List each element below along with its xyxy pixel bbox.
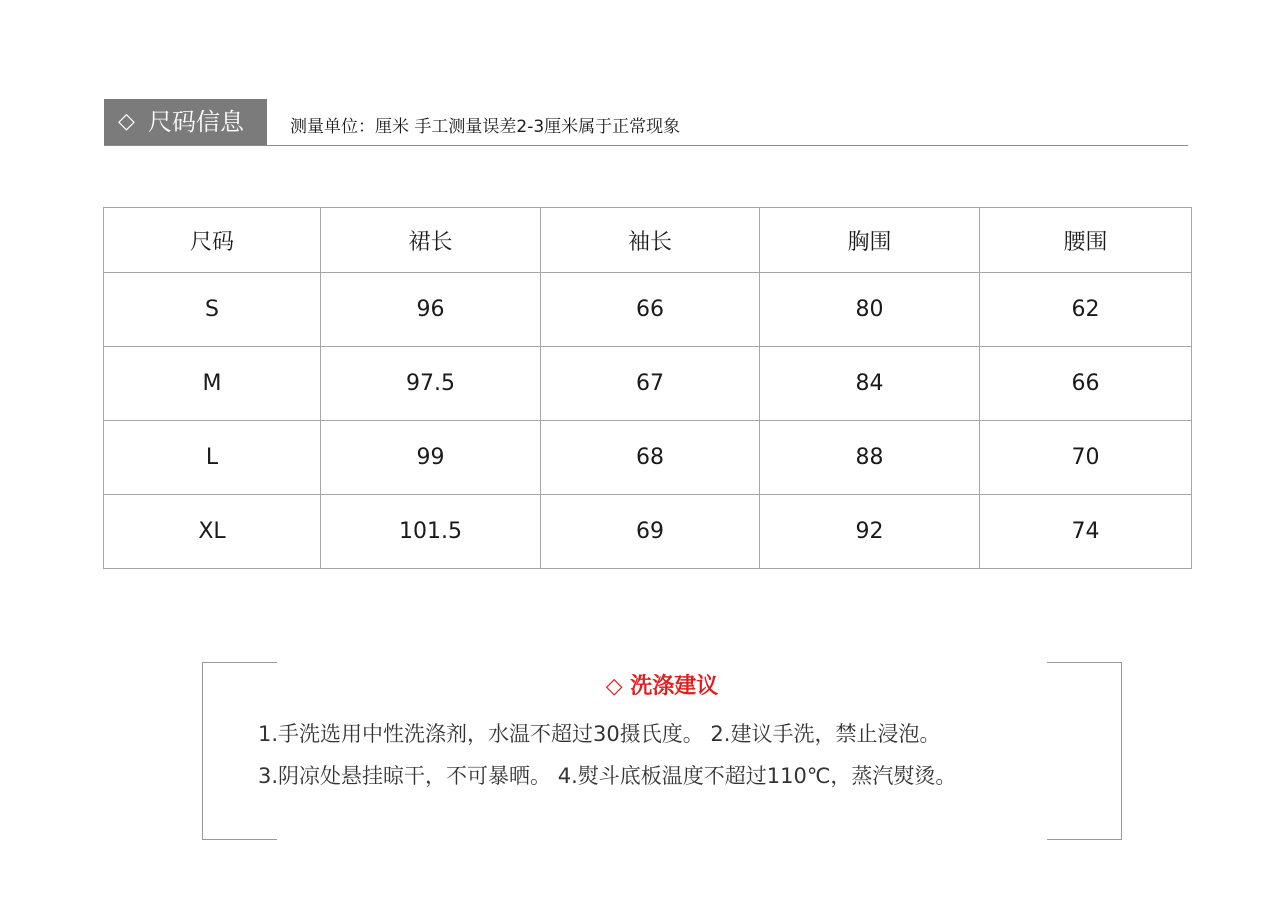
table-row <box>104 495 1192 569</box>
washing-advice-line-1: 1.手洗选用中性洗涤剂，水温不超过30摄氏度。 2.建议手洗，禁止浸泡。 <box>258 722 941 746</box>
bust-cell: 84 <box>760 347 980 421</box>
dress-length-cell: 96 <box>321 273 541 347</box>
washing-advice-line-2: 3.阴凉处悬挂晾干，不可暴晒。 4.熨斗底板温度不超过110℃，蒸汽熨烫。 <box>258 764 957 788</box>
diamond-icon: ◇ <box>118 109 135 134</box>
frame-corner <box>1047 839 1121 840</box>
washing-advice-box <box>202 662 1122 840</box>
bust-cell: 88 <box>760 421 980 495</box>
frame-corner <box>203 839 277 840</box>
size-info-header <box>104 99 1188 146</box>
waist-cell: 62 <box>980 273 1192 347</box>
table-row <box>104 421 1192 495</box>
waist-cell: 70 <box>980 421 1192 495</box>
table-row <box>104 347 1192 421</box>
dress-length-cell: 97.5 <box>321 347 541 421</box>
bust-cell: 80 <box>760 273 980 347</box>
table-header-row <box>104 208 1192 273</box>
sleeve-length-cell: 67 <box>541 347 760 421</box>
bust-cell: 92 <box>760 495 980 569</box>
size-cell: XL <box>104 495 321 569</box>
measurement-note: 测量单位：厘米 手工测量误差2-3厘米属于正常现象 <box>290 117 681 137</box>
column-header-dress-length: 裙长 <box>321 208 541 273</box>
column-header-size: 尺码 <box>104 208 321 273</box>
size-cell: L <box>104 421 321 495</box>
size-cell: S <box>104 273 321 347</box>
table-row <box>104 273 1192 347</box>
size-cell: M <box>104 347 321 421</box>
size-table <box>103 207 1192 569</box>
size-info-badge <box>104 99 267 145</box>
frame-corner <box>203 662 277 663</box>
frame-corner <box>1047 662 1121 663</box>
column-header-waist: 腰围 <box>980 208 1192 273</box>
waist-cell: 74 <box>980 495 1192 569</box>
dress-length-cell: 101.5 <box>321 495 541 569</box>
sleeve-length-cell: 69 <box>541 495 760 569</box>
dress-length-cell: 99 <box>321 421 541 495</box>
size-info-title: 尺码信息 <box>148 108 244 136</box>
column-header-sleeve-length: 袖长 <box>541 208 760 273</box>
column-header-bust: 胸围 <box>760 208 980 273</box>
sleeve-length-cell: 66 <box>541 273 760 347</box>
waist-cell: 66 <box>980 347 1192 421</box>
sleeve-length-cell: 68 <box>541 421 760 495</box>
washing-advice-title: ◇ 洗涤建议 <box>605 674 719 699</box>
